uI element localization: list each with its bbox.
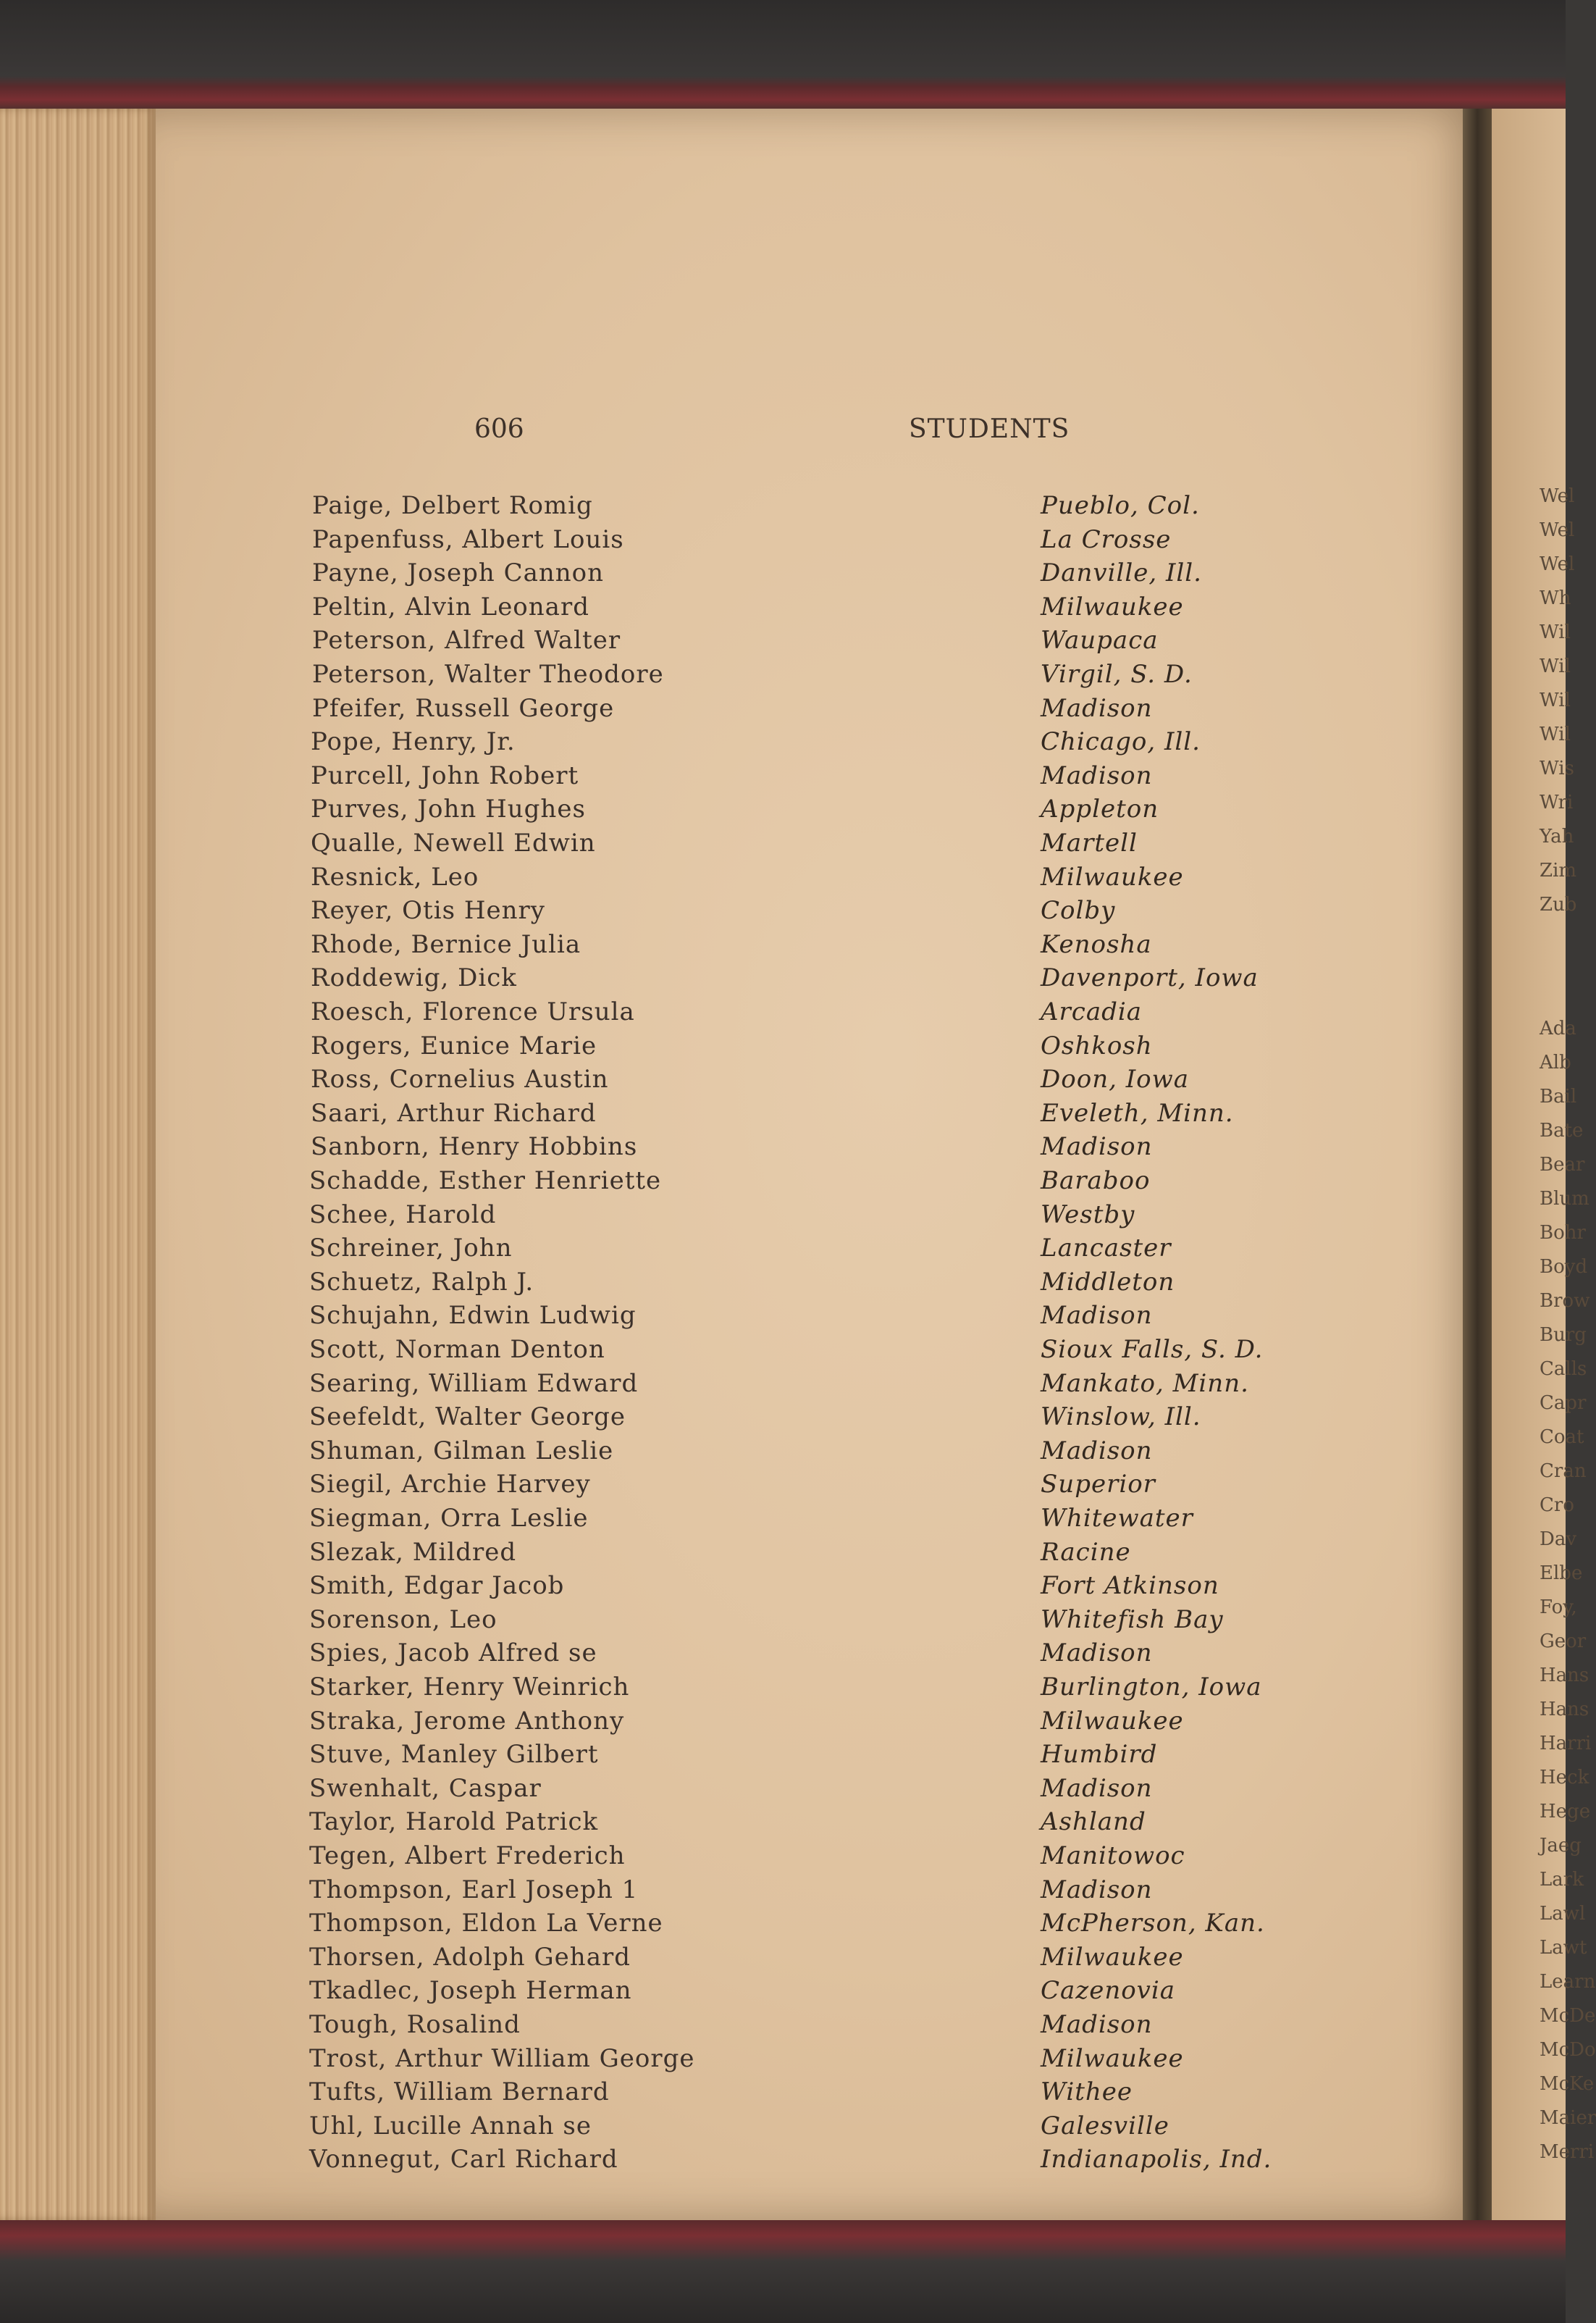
list-item bbox=[156, 1031, 1314, 1065]
student-name: Schreiner, John bbox=[309, 1234, 513, 1263]
student-hometown: Madison bbox=[1041, 1638, 1153, 1668]
student-name: Roddewig, Dick bbox=[311, 963, 517, 993]
list-item bbox=[156, 1740, 1314, 1773]
list-item bbox=[156, 1470, 1314, 1503]
adjacent-page-text: Elbe bbox=[1540, 1562, 1583, 1584]
adjacent-page-text: Wil bbox=[1540, 656, 1571, 677]
student-name: Scott, Norman Denton bbox=[309, 1335, 605, 1364]
student-name: Resnick, Leo bbox=[311, 862, 479, 892]
student-hometown: Davenport, Iowa bbox=[1041, 963, 1259, 993]
adjacent-page-text: Lark bbox=[1540, 1869, 1584, 1891]
student-hometown: Whitewater bbox=[1041, 1504, 1193, 1533]
student-name: Trost, Arthur William George bbox=[309, 2043, 695, 2073]
list-item bbox=[156, 795, 1314, 828]
list-item bbox=[156, 2145, 1314, 2178]
adjacent-page-text: Burg bbox=[1540, 1324, 1587, 1346]
student-name: Purves, John Hughes bbox=[311, 795, 586, 824]
adjacent-page-text: Bohr bbox=[1540, 1222, 1586, 1244]
student-name: Tough, Rosalind bbox=[309, 2010, 521, 2039]
adjacent-page-text: McDo bbox=[1540, 2039, 1596, 2061]
adjacent-page-text: Wri bbox=[1540, 792, 1574, 813]
student-name: Tufts, William Bernard bbox=[309, 2077, 610, 2107]
student-hometown: Virgil, S. D. bbox=[1041, 660, 1193, 689]
student-hometown: Doon, Iowa bbox=[1041, 1065, 1189, 1094]
adjacent-page-text: Calls bbox=[1540, 1358, 1587, 1380]
student-name: Slezak, Mildred bbox=[309, 1537, 517, 1567]
student-name: Payne, Joseph Cannon bbox=[312, 558, 605, 588]
list-item bbox=[156, 660, 1314, 693]
student-hometown: Westby bbox=[1041, 1200, 1135, 1229]
list-item bbox=[156, 1707, 1314, 1740]
adjacent-page-text: Brow bbox=[1540, 1290, 1590, 1312]
adjacent-page-text: Wel bbox=[1540, 519, 1575, 541]
student-name: Peterson, Walter Theodore bbox=[312, 660, 664, 689]
student-hometown: Cazenovia bbox=[1041, 1976, 1176, 2006]
adjacent-page-text: Wil bbox=[1540, 690, 1571, 711]
list-item bbox=[156, 2044, 1314, 2077]
book-page bbox=[156, 109, 1488, 2220]
student-hometown: Appleton bbox=[1041, 795, 1159, 824]
student-hometown: Madison bbox=[1041, 761, 1153, 790]
student-name: Saari, Arthur Richard bbox=[311, 1098, 597, 1128]
list-item bbox=[156, 1774, 1314, 1807]
student-hometown: Oshkosh bbox=[1041, 1031, 1153, 1060]
list-item bbox=[156, 1571, 1314, 1604]
student-name: Schujahn, Edwin Ludwig bbox=[309, 1301, 637, 1331]
list-item bbox=[156, 1909, 1314, 1942]
student-hometown: Madison bbox=[1041, 1436, 1153, 1465]
student-hometown: Indianapolis, Ind. bbox=[1041, 2145, 1272, 2175]
adjacent-page-text: Wel bbox=[1540, 553, 1575, 575]
adjacent-page-text: Heck bbox=[1540, 1767, 1589, 1788]
adjacent-page-text: Foy, bbox=[1540, 1596, 1577, 1618]
student-name: Uhl, Lucille Annah se bbox=[309, 2111, 592, 2140]
list-item bbox=[156, 727, 1314, 761]
student-hometown: Lancaster bbox=[1041, 1234, 1172, 1263]
book-binding-top bbox=[0, 0, 1566, 109]
student-name: Siegil, Archie Harvey bbox=[309, 1470, 591, 1499]
list-item bbox=[156, 1638, 1314, 1672]
student-hometown: Madison bbox=[1041, 1875, 1153, 1904]
list-item bbox=[156, 1234, 1314, 1267]
student-name: Rogers, Eunice Marie bbox=[311, 1031, 597, 1060]
adjacent-page-text: Zim bbox=[1540, 860, 1577, 882]
student-hometown: Whitefish Bay bbox=[1041, 1604, 1224, 1634]
adjacent-page-text: Wil bbox=[1540, 724, 1571, 745]
student-hometown: Milwaukee bbox=[1041, 1942, 1184, 1972]
student-name: Starker, Henry Weinrich bbox=[309, 1673, 630, 1702]
adjacent-page-text: Merri bbox=[1540, 2141, 1595, 2163]
adjacent-page-text: Maier bbox=[1540, 2107, 1596, 2129]
adjacent-page-text: Wis bbox=[1540, 758, 1574, 779]
student-hometown: McPherson, Kan. bbox=[1041, 1909, 1265, 1938]
adjacent-page-text: Wh bbox=[1540, 587, 1571, 609]
list-item bbox=[156, 1166, 1314, 1200]
list-item bbox=[156, 930, 1314, 963]
adjacent-page-text: Dav bbox=[1540, 1528, 1577, 1550]
student-name: Vonnegut, Carl Richard bbox=[309, 2145, 618, 2175]
student-name: Papenfuss, Albert Louis bbox=[312, 524, 624, 554]
list-item bbox=[156, 1504, 1314, 1537]
adjacent-page-text: Ada bbox=[1540, 1018, 1576, 1039]
running-head: STUDENTS bbox=[909, 414, 1070, 444]
student-hometown: Ashland bbox=[1041, 1807, 1146, 1837]
student-name: Shuman, Gilman Leslie bbox=[309, 1436, 614, 1465]
list-item bbox=[156, 2111, 1314, 2145]
list-item bbox=[156, 997, 1314, 1031]
page-edges bbox=[0, 109, 156, 2220]
student-name: Thompson, Eldon La Verne bbox=[309, 1909, 663, 1938]
adjacent-page-text: Harri bbox=[1540, 1733, 1592, 1754]
student-name: Thompson, Earl Joseph 1 bbox=[309, 1875, 639, 1904]
adjacent-page-text: McDe bbox=[1540, 2005, 1596, 2027]
student-hometown: Sioux Falls, S. D. bbox=[1041, 1335, 1264, 1364]
adjacent-page-text: McKe bbox=[1540, 2073, 1595, 2095]
adjacent-page-text: Blum bbox=[1540, 1188, 1589, 1210]
student-hometown: Middleton bbox=[1041, 1267, 1175, 1297]
list-item bbox=[156, 491, 1314, 524]
student-hometown: Colby bbox=[1041, 896, 1116, 926]
adjacent-page-text: Learn bbox=[1540, 1971, 1596, 1993]
list-item bbox=[156, 2077, 1314, 2111]
adjacent-page-text: Zub bbox=[1540, 894, 1577, 916]
list-item bbox=[156, 1875, 1314, 1909]
student-name: Peltin, Alvin Leonard bbox=[312, 592, 589, 621]
student-name: Rhode, Bernice Julia bbox=[311, 929, 581, 959]
student-hometown: Galesville bbox=[1041, 2111, 1169, 2140]
student-hometown: Racine bbox=[1041, 1537, 1131, 1567]
list-item bbox=[156, 525, 1314, 558]
student-name: Peterson, Alfred Walter bbox=[312, 626, 621, 656]
student-hometown: Danville, Ill. bbox=[1041, 558, 1202, 588]
student-name: Pope, Henry, Jr. bbox=[311, 727, 516, 757]
student-name: Tkadlec, Joseph Herman bbox=[309, 1976, 632, 2006]
student-name: Ross, Cornelius Austin bbox=[311, 1065, 609, 1094]
student-hometown: Madison bbox=[1041, 1773, 1153, 1803]
student-name: Seefeldt, Walter George bbox=[309, 1402, 626, 1432]
student-name: Siegman, Orra Leslie bbox=[309, 1504, 589, 1533]
list-item bbox=[156, 1673, 1314, 1706]
list-item bbox=[156, 863, 1314, 896]
student-name: Purcell, John Robert bbox=[311, 761, 579, 790]
adjacent-page-text: Jaeg bbox=[1540, 1835, 1582, 1857]
adjacent-page-text: Hege bbox=[1540, 1801, 1591, 1822]
list-item bbox=[156, 1976, 1314, 2009]
list-item bbox=[156, 1301, 1314, 1334]
book-gutter bbox=[1463, 109, 1492, 2220]
list-item bbox=[156, 1099, 1314, 1132]
student-hometown: Milwaukee bbox=[1041, 862, 1184, 892]
student-hometown: Superior bbox=[1041, 1470, 1156, 1499]
adjacent-page-text: Wel bbox=[1540, 485, 1575, 507]
student-hometown: Baraboo bbox=[1041, 1166, 1151, 1195]
adjacent-page-text: Lawl bbox=[1540, 1903, 1586, 1925]
page-number: 606 bbox=[474, 414, 524, 444]
student-hometown: Madison bbox=[1041, 1301, 1153, 1331]
adjacent-page-text: Geor bbox=[1540, 1631, 1587, 1652]
student-hometown: La Crosse bbox=[1041, 524, 1172, 554]
adjacent-page-text: Hans bbox=[1540, 1665, 1589, 1686]
adjacent-page-text: Cro bbox=[1540, 1494, 1574, 1516]
student-hometown: Madison bbox=[1041, 693, 1153, 723]
student-name: Thorsen, Adolph Gehard bbox=[309, 1942, 631, 1972]
student-hometown: Kenosha bbox=[1041, 929, 1152, 959]
student-hometown: Chicago, Ill. bbox=[1041, 727, 1201, 757]
adjacent-page-text: Bear bbox=[1540, 1154, 1585, 1176]
list-item bbox=[156, 1369, 1314, 1402]
student-name: Reyer, Otis Henry bbox=[311, 896, 545, 926]
student-name: Spies, Jacob Alfred se bbox=[309, 1638, 597, 1668]
adjacent-page-text: Lawt bbox=[1540, 1937, 1587, 1959]
student-hometown: Martell bbox=[1041, 829, 1138, 858]
student-name: Searing, William Edward bbox=[309, 1368, 639, 1398]
adjacent-page-text: Wil bbox=[1540, 621, 1571, 643]
list-item bbox=[156, 1841, 1314, 1875]
student-hometown: Fort Atkinson bbox=[1041, 1571, 1219, 1601]
adjacent-page-text: Yah bbox=[1540, 826, 1574, 847]
list-item bbox=[156, 2010, 1314, 2043]
student-name: Smith, Edgar Jacob bbox=[309, 1571, 565, 1601]
student-hometown: Burlington, Iowa bbox=[1041, 1673, 1262, 1702]
adjacent-page-text: Boyd bbox=[1540, 1256, 1588, 1278]
student-name: Schadde, Esther Henriette bbox=[309, 1166, 662, 1195]
student-hometown: Madison bbox=[1041, 2010, 1153, 2039]
list-item bbox=[156, 1268, 1314, 1301]
student-name: Qualle, Newell Edwin bbox=[311, 829, 596, 858]
list-item bbox=[156, 1943, 1314, 1976]
student-name: Tegen, Albert Frederich bbox=[309, 1841, 626, 1870]
adjacent-page-text: Bate bbox=[1540, 1120, 1584, 1142]
list-item bbox=[156, 1402, 1314, 1436]
list-item bbox=[156, 1436, 1314, 1470]
student-hometown: Arcadia bbox=[1041, 997, 1143, 1026]
list-item bbox=[156, 558, 1314, 592]
student-hometown: Winslow, Ill. bbox=[1041, 1402, 1201, 1432]
student-name: Taylor, Harold Patrick bbox=[309, 1807, 599, 1837]
student-hometown: Withee bbox=[1041, 2077, 1133, 2107]
student-hometown: Waupaca bbox=[1041, 626, 1159, 656]
student-hometown: Manitowoc bbox=[1041, 1841, 1185, 1870]
list-item bbox=[156, 1132, 1314, 1165]
adjacent-page bbox=[1492, 109, 1596, 2220]
adjacent-page-text: Hans bbox=[1540, 1699, 1589, 1720]
student-name: Swenhalt, Caspar bbox=[309, 1773, 542, 1803]
student-hometown: Eveleth, Minn. bbox=[1041, 1098, 1234, 1128]
list-item bbox=[156, 626, 1314, 659]
student-hometown: Humbird bbox=[1041, 1740, 1158, 1770]
book-binding-bottom bbox=[0, 2220, 1566, 2323]
list-item bbox=[156, 1335, 1314, 1368]
adjacent-page-text: Bail bbox=[1540, 1086, 1577, 1108]
student-name: Pfeifer, Russell George bbox=[312, 693, 615, 723]
adjacent-page-text: Coat bbox=[1540, 1426, 1584, 1448]
student-hometown: Milwaukee bbox=[1041, 2043, 1184, 2073]
adjacent-page-text: Cran bbox=[1540, 1460, 1587, 1482]
list-item bbox=[156, 694, 1314, 727]
list-item bbox=[156, 1807, 1314, 1841]
adjacent-page-text: Capr bbox=[1540, 1392, 1587, 1414]
student-name: Sorenson, Leo bbox=[309, 1604, 497, 1634]
list-item bbox=[156, 1065, 1314, 1098]
list-item bbox=[156, 963, 1314, 997]
student-hometown: Mankato, Minn. bbox=[1041, 1368, 1249, 1398]
student-name: Schuetz, Ralph J. bbox=[309, 1267, 534, 1297]
adjacent-page-text: Alb bbox=[1540, 1052, 1571, 1073]
list-item bbox=[156, 896, 1314, 929]
student-hometown: Milwaukee bbox=[1041, 1706, 1184, 1736]
list-item bbox=[156, 761, 1314, 795]
list-item bbox=[156, 1538, 1314, 1571]
student-hometown: Pueblo, Col. bbox=[1041, 491, 1200, 520]
list-item bbox=[156, 1200, 1314, 1234]
student-name: Paige, Delbert Romig bbox=[312, 491, 593, 520]
student-name: Schee, Harold bbox=[309, 1200, 497, 1229]
list-item bbox=[156, 593, 1314, 626]
student-name: Straka, Jerome Anthony bbox=[309, 1706, 625, 1736]
student-name: Sanborn, Henry Hobbins bbox=[311, 1132, 638, 1162]
student-hometown: Madison bbox=[1041, 1132, 1153, 1162]
student-name: Roesch, Florence Ursula bbox=[311, 997, 635, 1026]
student-name: Stuve, Manley Gilbert bbox=[309, 1740, 599, 1770]
list-item bbox=[156, 1605, 1314, 1638]
list-item bbox=[156, 829, 1314, 862]
student-hometown: Milwaukee bbox=[1041, 592, 1184, 621]
